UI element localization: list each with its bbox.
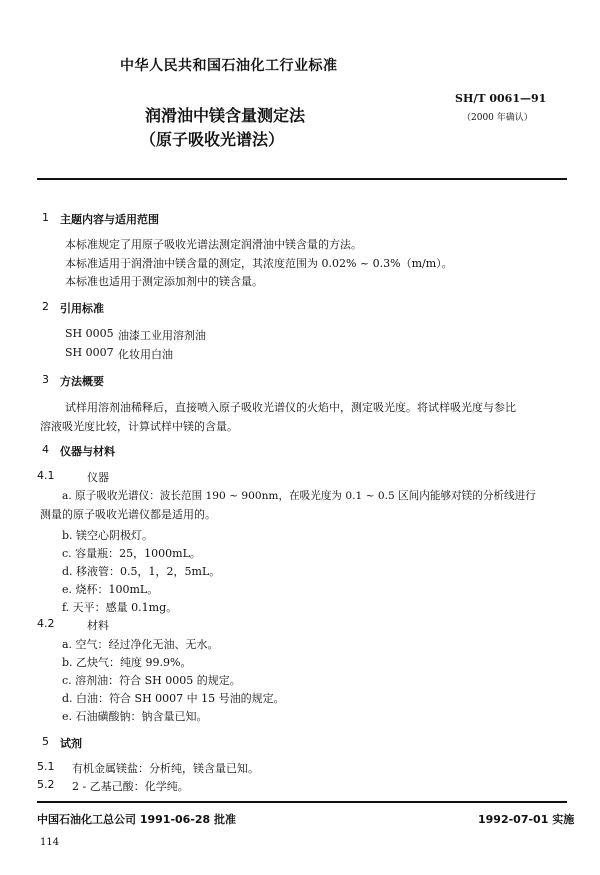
document-title: 润滑油中镁含量测定法: [145, 106, 306, 125]
reference-name: 化妆用白油: [118, 348, 173, 361]
section-1-para-2: 本标准适用于润滑油中镁含量的测定，其浓度范围为 0.02% ~ 0.3%（m/m）。: [65, 257, 453, 270]
reagent-item: 2 - 乙基己酸：化学纯。: [72, 780, 189, 793]
section-3-title: 方法概要: [60, 375, 104, 388]
instrument-item: e. 烧杯：100mL。: [62, 583, 159, 596]
footer-divider: [37, 801, 567, 803]
section-1-number: 1: [42, 211, 49, 224]
issuing-standard-title: 中华人民共和国石油化工行业标准: [120, 58, 338, 74]
material-item: a. 空气：经过净化无油、无水。: [62, 638, 219, 651]
header-divider: [37, 178, 567, 180]
instrument-item-a-line-1: a. 原子吸收光谱仪：波长范围 190 ~ 900nm，在吸光度为 0.1 ~ 0.5 区间内能够对镁的分析线进行: [62, 490, 536, 502]
subsection-4-2-title: 材料: [87, 619, 109, 632]
instrument-item: f. 天平：感量 0.1mg。: [62, 601, 178, 614]
section-5-number: 5: [42, 735, 49, 748]
section-1-title: 主题内容与适用范围: [60, 213, 159, 226]
section-1-para-1: 本标准规定了用原子吸收光谱法测定润滑油中镁含量的方法。: [65, 238, 362, 251]
document-subtitle: （原子吸收光谱法）: [140, 130, 285, 149]
subsection-4-1-number: 4.1: [37, 469, 55, 482]
section-3-para-line-2: 溶液吸光度比较，计算试样中镁的含量。: [40, 420, 238, 433]
instrument-item: b. 镁空心阴极灯。: [62, 529, 154, 542]
instrument-item: c. 容量瓶：25，1000mL。: [62, 547, 201, 560]
implementation-date: 1992-07-01 实施: [478, 813, 575, 826]
material-item: c. 溶剂油：符合 SH 0005 的规定。: [62, 674, 241, 687]
section-4-number: 4: [42, 443, 49, 456]
section-3-number: 3: [42, 373, 49, 386]
material-item: b. 乙炔气：纯度 99.9%。: [62, 656, 192, 669]
material-item: d. 白油：符合 SH 0007 中 15 号油的规定。: [62, 692, 285, 705]
reference-name: 油漆工业用溶剂油: [118, 329, 206, 342]
section-5-title: 试剂: [60, 737, 82, 750]
subsection-5-1-number: 5.1: [37, 760, 55, 773]
confirmation-note: （2000 年确认）: [462, 113, 533, 123]
section-3-para-line-1: 试样用溶剂油稀释后，直接喷入原子吸收光谱仪的火焰中，测定吸光度。将试样吸光度与参比: [65, 401, 516, 414]
approval-note: 中国石油化工总公司 1991-06-28 批准: [37, 813, 237, 826]
instrument-item-a-line-2: 测量的原子吸收光谱仪都是适用的。: [40, 508, 216, 521]
subsection-5-2-number: 5.2: [37, 778, 55, 791]
section-4-title: 仪器与材料: [60, 445, 115, 458]
instrument-item: d. 移液管：0.5，1，2，5mL。: [62, 565, 221, 578]
section-2-number: 2: [42, 300, 49, 313]
material-item: e. 石油磺酸钠：钠含量已知。: [62, 710, 208, 723]
standard-code: SH/T 0061—91: [455, 92, 547, 105]
subsection-4-2-number: 4.2: [37, 617, 55, 630]
subsection-4-1-title: 仪器: [87, 471, 109, 484]
section-2-title: 引用标准: [60, 302, 104, 315]
section-1-para-3: 本标准也适用于测定添加剂中的镁含量。: [65, 275, 263, 288]
reagent-item: 有机金属镁盐：分析纯，镁含量已知。: [72, 762, 259, 775]
reference-code: SH 0007: [65, 346, 114, 359]
page-number: 114: [40, 837, 60, 848]
reference-code: SH 0005: [65, 327, 114, 340]
